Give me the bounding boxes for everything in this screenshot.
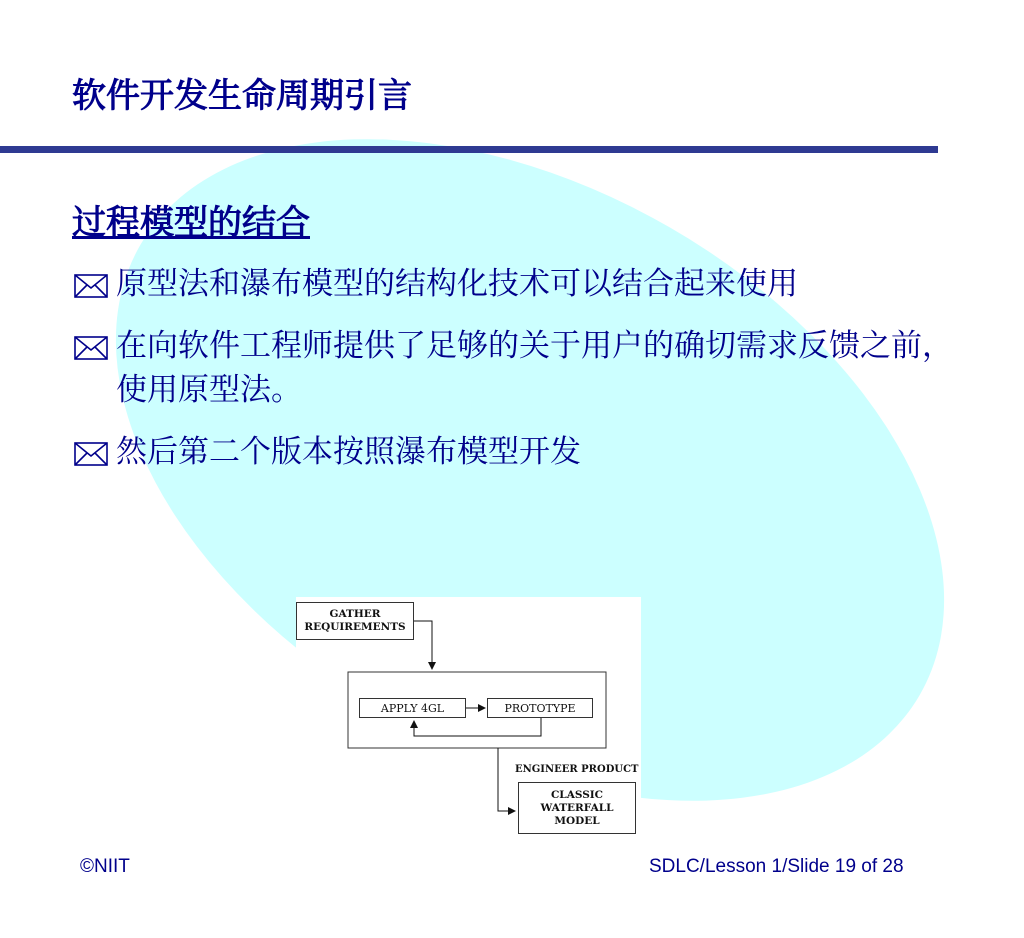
slide-title: 软件开发生命周期引言: [72, 76, 412, 116]
apply-4gl-box: APPLY 4GL: [359, 698, 466, 718]
process-diagram: [296, 597, 641, 837]
footer-copyright: ©NIIT: [80, 856, 130, 877]
bullet-item: [72, 262, 972, 306]
prototype-box: PROTOTYPE: [487, 698, 593, 718]
classic-waterfall-box: CLASSIC WATERFALL MODEL: [518, 782, 636, 834]
bullet-item: [72, 430, 972, 474]
bullet-item: [72, 324, 972, 412]
envelope-icon: [74, 442, 108, 466]
engineer-product-label: ENGINEER PRODUCT: [515, 764, 639, 775]
envelope-icon: [74, 336, 108, 360]
gather-requirements-box: GATHER REQUIREMENTS: [296, 602, 414, 640]
bullet-text: 在向软件工程师提供了足够的关于用户的确切需求反馈之前，使用原型法。: [116, 328, 953, 408]
title-divider: [0, 146, 938, 153]
bullet-text: 然后第二个版本按照瀑布模型开发: [116, 434, 581, 470]
footer-slide-number: SDLC/Lesson 1/Slide 19 of 28: [649, 856, 904, 877]
bullet-list: [72, 262, 972, 492]
bullet-text: 原型法和瀑布模型的结构化技术可以结合起来使用: [116, 266, 798, 302]
section-heading: 过程模型的结合: [72, 203, 310, 243]
envelope-icon: [74, 274, 108, 298]
